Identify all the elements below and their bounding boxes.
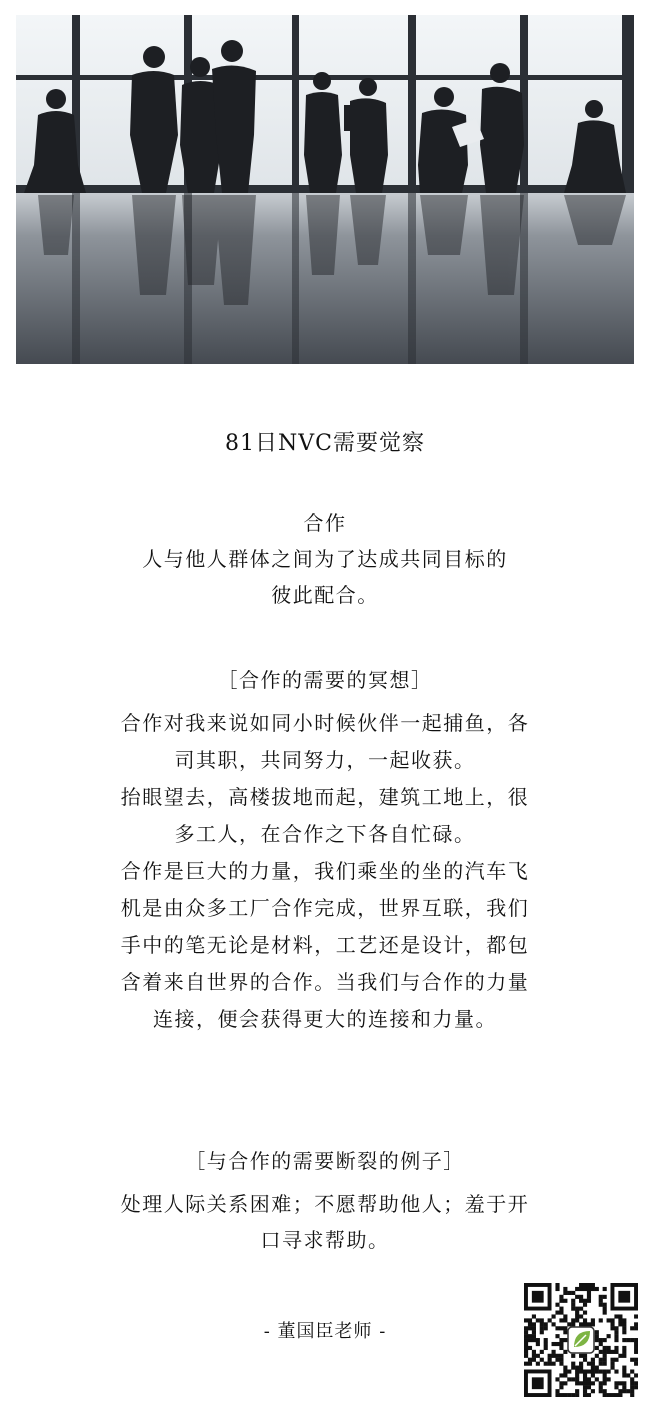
- paragraph-line: 多工人，在合作之下各自忙碌。: [174, 822, 476, 846]
- page-title: 81日NVC需要觉察: [225, 431, 425, 456]
- paragraph-line: 含着来自世界的合作。当我们与合作的力量: [120, 970, 530, 994]
- qr-code-icon[interactable]: [524, 1283, 638, 1397]
- business-team-silhouette-photo: [16, 15, 634, 364]
- paragraph-line: 抬眼望去，高楼拔地而起，建筑工地上，很: [120, 785, 530, 809]
- intro-line: 彼此配合。: [271, 583, 379, 607]
- paragraph-line: 司其职，共同努力，一起收获。: [174, 748, 476, 772]
- intro-heading: 合作: [303, 511, 347, 535]
- section-heading-examples: ［与合作的需要断裂的例子］: [185, 1149, 465, 1173]
- header-photo: [16, 15, 634, 364]
- paragraph-line: 合作是巨大的力量，我们乘坐的坐的汽车飞: [120, 859, 530, 883]
- paragraph-line: 手中的笔无论是材料，工艺还是设计，都包: [120, 933, 530, 957]
- intro-line: 人与他人群体之间为了达成共同目标的: [142, 547, 508, 571]
- leaf-logo-icon: [568, 1327, 594, 1353]
- section-body-meditation: [80, 705, 570, 1038]
- paragraph-line: 连接，便会获得更大的连接和力量。: [153, 1007, 497, 1031]
- paragraph-line: 处理人际关系困难；不愿帮助他人；羞于开: [120, 1192, 530, 1216]
- qr-code[interactable]: [524, 1283, 638, 1397]
- paragraph-line: 机是由众多工厂合作完成，世界互联，我们: [120, 896, 530, 920]
- author-signature: - 董国臣老师 -: [263, 1321, 387, 1342]
- paragraph-line: 合作对我来说如同小时候伙伴一起捕鱼，各: [120, 711, 530, 735]
- paragraph-line: 口寻求帮助。: [260, 1228, 390, 1252]
- section-body-examples: [80, 1186, 570, 1258]
- section-heading-meditation: ［合作的需要的冥想］: [217, 668, 433, 692]
- intro-block: [80, 505, 570, 613]
